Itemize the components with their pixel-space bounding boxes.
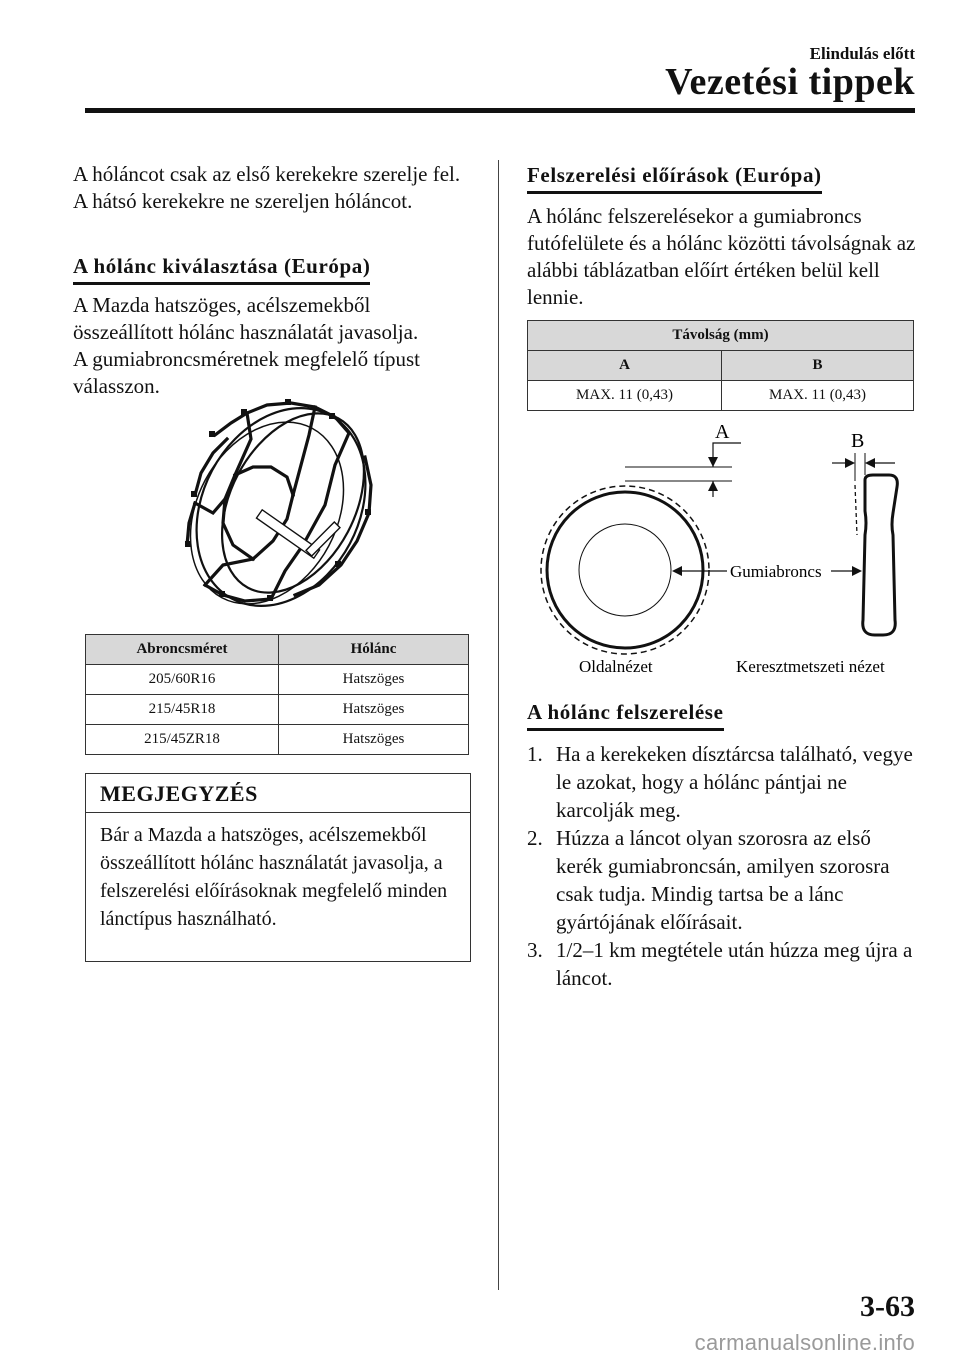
note-box bbox=[85, 773, 471, 962]
step-text: Húzza a láncot olyan szorosra az első kerék gumiabroncsán, amilyen szorosra csak tudja. Mindig tartsa be a lánc gyártójának előírásait. bbox=[556, 826, 890, 934]
arrow-head bbox=[708, 481, 718, 491]
clearance-header-b: B bbox=[722, 351, 914, 381]
selection-line-1: A Mazda hatszöges, acélszemekből összeállított hólánc használatát javasolja. bbox=[73, 293, 419, 344]
step-number: 1. bbox=[527, 742, 543, 766]
table-cell: Hatszöges bbox=[279, 725, 469, 755]
clearance-diagram bbox=[527, 415, 922, 685]
note-title: MEGJEGYZÉS bbox=[86, 774, 470, 813]
heading-selection bbox=[73, 254, 370, 285]
table-header-tire-size: Abroncsméret bbox=[86, 635, 279, 665]
specs-body bbox=[527, 203, 922, 311]
page-title: Vezetési tippek bbox=[665, 61, 915, 103]
list-item bbox=[527, 936, 922, 992]
heading-specs bbox=[527, 163, 822, 194]
specs-body-text: A hólánc felszerelésekor a gumiabroncs futófelülete és a hólánc közötti távolságnak az alábbi táblázatban előírt értéken belül kell lennie. bbox=[527, 204, 916, 309]
table-cell: Hatszöges bbox=[279, 695, 469, 725]
list-item bbox=[527, 740, 922, 824]
label-side-view: Oldalnézet bbox=[579, 657, 653, 676]
arrow-head bbox=[845, 458, 855, 468]
label-a: A bbox=[715, 421, 730, 443]
selection-line-2: A gumiabroncsméretnek megfelelő típust válasszon. bbox=[73, 347, 420, 398]
table-row bbox=[86, 665, 469, 695]
table-row bbox=[528, 381, 914, 411]
clearance-value-b: MAX. 11 (0,43) bbox=[722, 381, 914, 411]
note-text: Bár a Mazda a hatszöges, acélszemekből összeállított hólánc használatát javasolja, a felszerelési előírásoknak megfelelő minden lánctípus használható. bbox=[100, 824, 448, 930]
table-cell: 215/45R18 bbox=[86, 695, 279, 725]
tire-cross-section bbox=[863, 475, 898, 635]
header-rule bbox=[85, 108, 915, 113]
installation-steps bbox=[527, 740, 922, 992]
label-b: B bbox=[851, 430, 865, 452]
clearance-header-a: A bbox=[528, 351, 722, 381]
step-text: Ha a kerekeken dísztárcsa található, vegye le azokat, hogy a hólánc pántjai ne karcolják meg. bbox=[556, 742, 913, 822]
intro-line-1: A hóláncot csak az első kerekekre szerelje fel. bbox=[73, 162, 461, 186]
table-cell: Hatszöges bbox=[279, 665, 469, 695]
chain-cross-line bbox=[855, 485, 857, 535]
tire-size-table bbox=[85, 634, 469, 755]
table-cell: 215/45ZR18 bbox=[86, 725, 279, 755]
heading-specs-text: Felszerelési előírások (Európa) bbox=[527, 163, 822, 194]
intro-line-2: A hátsó kerekekre ne szereljen hóláncot. bbox=[73, 189, 413, 213]
list-item bbox=[527, 824, 922, 936]
step-number: 3. bbox=[527, 938, 543, 962]
snow-chain-illustration bbox=[175, 395, 385, 620]
table-row bbox=[86, 725, 469, 755]
table-cell: 205/60R16 bbox=[86, 665, 279, 695]
step-text: 1/2–1 km megtétele után húzza meg újra a láncot. bbox=[556, 938, 913, 990]
section-title: Elindulás előtt bbox=[809, 44, 915, 63]
clearance-table bbox=[527, 320, 914, 411]
heading-installation bbox=[527, 700, 724, 731]
label-cross-section: Keresztmetszeti nézet bbox=[736, 657, 885, 676]
heading-selection-text: A hólánc kiválasztása (Európa) bbox=[73, 254, 370, 285]
arrow-head bbox=[865, 458, 875, 468]
page-number: 3-63 bbox=[860, 1290, 915, 1323]
step-number: 2. bbox=[527, 826, 543, 850]
clearance-table-title: Távolság (mm) bbox=[528, 321, 914, 351]
table-row bbox=[86, 695, 469, 725]
rim-outline bbox=[579, 524, 671, 616]
arrow-head bbox=[672, 566, 682, 576]
label-tire: Gumiabroncs bbox=[730, 562, 822, 581]
watermark[interactable]: carmanualsonline.info bbox=[694, 1330, 915, 1355]
heading-installation-text: A hólánc felszerelése bbox=[527, 700, 724, 731]
dim-a-leader bbox=[713, 443, 741, 467]
clearance-value-a: MAX. 11 (0,43) bbox=[528, 381, 722, 411]
arrow-head bbox=[852, 566, 862, 576]
arrow-head bbox=[708, 457, 718, 467]
intro-text bbox=[73, 161, 473, 215]
column-divider bbox=[498, 160, 499, 1290]
table-header-chain: Hólánc bbox=[279, 635, 469, 665]
selection-body bbox=[73, 292, 473, 400]
chain-outline bbox=[541, 486, 709, 654]
